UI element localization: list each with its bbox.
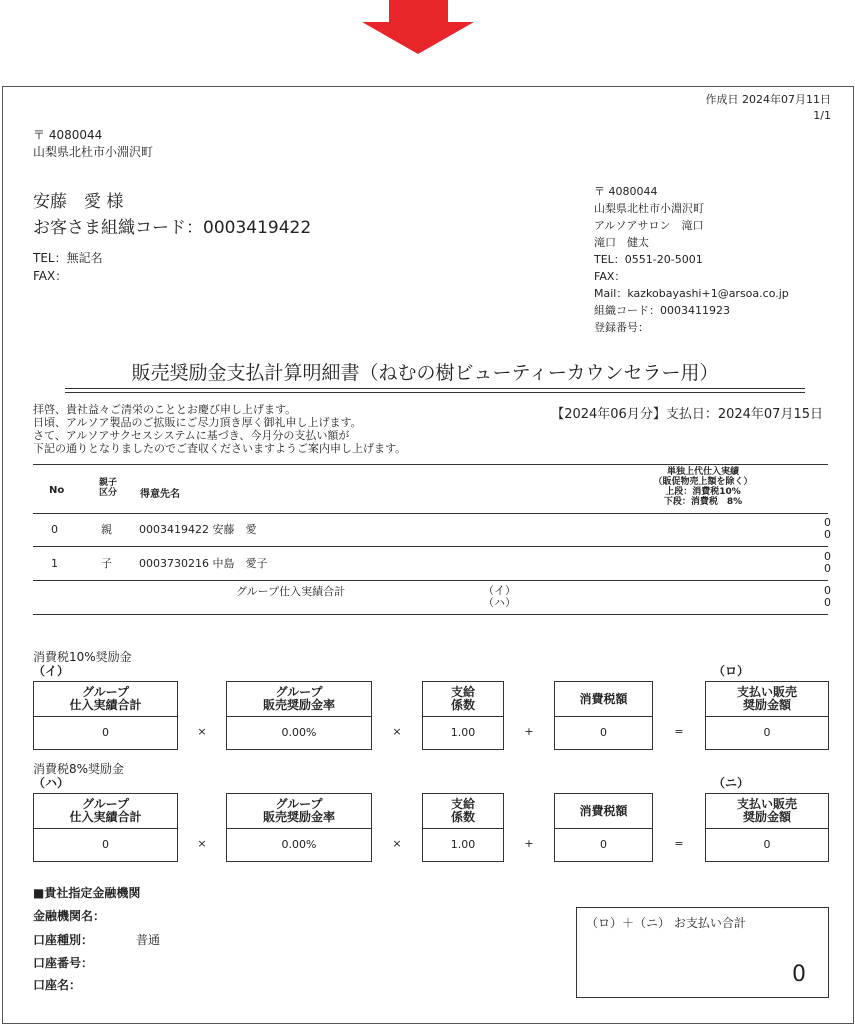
- calc10-rate-value: 0.00%: [281, 726, 317, 739]
- calc10-rate-box: グループ 販売奨励金率 0.00%: [226, 681, 372, 750]
- sender-tel: TEL：0551-20-5001: [594, 253, 703, 266]
- row-0-v10: 0: [824, 516, 831, 529]
- calc8-result-mark: （ニ）: [713, 776, 750, 790]
- col-header-amount-3: 上段：消費税10%: [665, 487, 741, 497]
- calc8-tax-value: 0: [600, 838, 607, 851]
- calc10-group-purchase-box: グループ 仕入実績合計 0: [33, 681, 178, 750]
- created-date: 作成日 2024年07月11日: [705, 93, 831, 106]
- document-title: 販売奨励金支払計算明細書（ねむの樹ビューティーカウンセラー用）: [131, 362, 719, 384]
- sender-postal: 〒 4080044: [594, 185, 658, 198]
- sender-org-code: 組織コード：0003411923: [594, 304, 730, 317]
- calc8-group-purchase-value: 0: [102, 838, 109, 851]
- bank-heading: ■貴社指定金融機関: [33, 886, 141, 900]
- group-total-mark-ha: （ハ）: [483, 596, 516, 609]
- calc8-title: 消費税8%奨励金: [33, 762, 125, 776]
- calc10-coef-value: 1.00: [450, 726, 476, 739]
- row-1-v8: 0: [824, 562, 831, 575]
- row-1-v10: 0: [824, 550, 831, 563]
- row-1-no: 1: [51, 557, 58, 570]
- calc8-group-purchase-box: グループ 仕入実績合計 0: [33, 793, 178, 862]
- greeting-line-4: 下記の通りとなりましたのでご査収くださいますようご案内申し上げます。: [33, 442, 407, 455]
- calc10-op-equals: =: [674, 725, 684, 738]
- row-1-border: [33, 580, 828, 581]
- col-header-amount-1: 単独上代仕入実績: [666, 467, 739, 477]
- recipient-address: 山梨県北杜市小淵沢町: [33, 145, 154, 159]
- account-number-label: 口座番号：: [33, 956, 94, 970]
- row-0-border: [33, 546, 828, 547]
- calc10-group-purchase-value: 0: [102, 726, 109, 739]
- account-type-value: 普通: [136, 933, 161, 947]
- group-total-v8: 0: [824, 596, 831, 609]
- calc10-result-mark: （ロ）: [713, 664, 750, 678]
- calc8-op-plus: +: [524, 837, 534, 850]
- calc10-op-plus: +: [524, 725, 534, 738]
- account-name-label: 口座名：: [33, 978, 82, 992]
- sender-company: アルソアサロン 滝口: [594, 219, 704, 232]
- calc10-tax-value: 0: [600, 726, 607, 739]
- table-top-border: [33, 464, 828, 465]
- row-0-no: 0: [51, 523, 58, 536]
- calc8-coef-box: 支給 係数 1.00: [422, 793, 504, 862]
- col-header-amount-4: 下段：消費税 8%: [663, 497, 743, 507]
- calc10-title: 消費税10%奨励金: [33, 650, 132, 664]
- calc8-rate-value: 0.00%: [281, 838, 317, 851]
- payment-total-value: 0: [792, 962, 806, 987]
- sender-address: 山梨県北杜市小淵沢町: [594, 202, 704, 215]
- col-header-customer: 得意先名: [140, 489, 180, 500]
- group-total-label: グループ仕入実績合計: [236, 585, 346, 598]
- calc8-result-value: 0: [763, 838, 771, 851]
- group-total-v10: 0: [824, 584, 831, 597]
- sender-person: 滝口 健太: [594, 236, 649, 249]
- greeting-line-3: さて、アルソアサクセスシステムに基づき、今月分の支払い額が: [33, 429, 350, 442]
- calc10-op-multiply-1: ×: [197, 725, 207, 738]
- group-total-mark-i: （イ）: [483, 584, 516, 597]
- sender-mail: Mail：kazkobayashi+1@arsoa.co.jp: [594, 287, 789, 300]
- row-0-kubun: 親: [101, 523, 112, 536]
- row-1-kubun: 子: [101, 557, 112, 570]
- payment-total-box: [576, 907, 829, 998]
- greeting-line-1: 拝啓、貴社益々ご清栄のこととお慶び申し上げます。: [33, 403, 297, 416]
- calc8-mark: （ハ）: [33, 776, 70, 790]
- col-header-no: No: [49, 485, 65, 496]
- row-1-customer: 0003730216 中島 愛子: [139, 557, 268, 570]
- col-header-kubun-1: 親子: [99, 478, 118, 488]
- calc10-result-box: 支払い販売 奨励金額 0: [705, 681, 829, 750]
- calc8-op-multiply-1: ×: [197, 837, 207, 850]
- calc8-tax-box: 消費税額 0: [554, 793, 653, 862]
- calc8-op-multiply-2: ×: [392, 837, 402, 850]
- recipient-postal: 〒 4080044: [33, 128, 103, 142]
- bank-name-label: 金融機関名：: [33, 909, 106, 923]
- calc10-op-multiply-2: ×: [392, 725, 402, 738]
- table-bottom-border: [33, 614, 828, 615]
- title-underline: [65, 388, 805, 393]
- recipient-fax: FAX：: [33, 269, 68, 283]
- sender-fax: FAX：: [594, 270, 626, 283]
- calc10-coef-box: 支給 係数 1.00: [422, 681, 504, 750]
- col-header-amount-2: （販促物売上額を除く）: [653, 477, 753, 487]
- page-number: 1/1: [813, 109, 831, 122]
- calc8-rate-box: グループ 販売奨励金率 0.00%: [226, 793, 372, 862]
- statement-sheet: [2, 86, 854, 1024]
- calc8-result-box: 支払い販売 奨励金額 0: [705, 793, 829, 862]
- col-header-kubun-2: 区分: [99, 488, 118, 498]
- recipient-name: 安藤 愛 様: [33, 192, 124, 212]
- calc10-result-value: 0: [763, 726, 771, 739]
- calc10-mark: （イ）: [33, 664, 70, 678]
- sender-reg-no: 登録番号：: [594, 321, 649, 334]
- account-type-label: 口座種別：: [33, 933, 94, 947]
- row-0-customer: 0003419422 安藤 愛: [139, 523, 257, 536]
- recipient-tel: TEL：無記名: [33, 251, 103, 265]
- calc8-coef-value: 1.00: [450, 838, 476, 851]
- calc8-op-equals: =: [674, 837, 684, 850]
- recipient-org-code: お客さま組織コード：0003419422: [33, 218, 312, 238]
- table-header-border: [33, 513, 828, 514]
- calc10-tax-box: 消費税額 0: [554, 681, 653, 750]
- payment-total-label: （ロ）＋（ニ） お支払い合計: [586, 916, 746, 930]
- payment-period: 【2024年06月分】支払日：2024年07月15日: [551, 407, 823, 422]
- greeting-line-2: 日頃、アルソア製品のご拡販にご尽力頂き厚く御礼申し上げます。: [33, 416, 362, 429]
- row-0-v8: 0: [824, 528, 831, 541]
